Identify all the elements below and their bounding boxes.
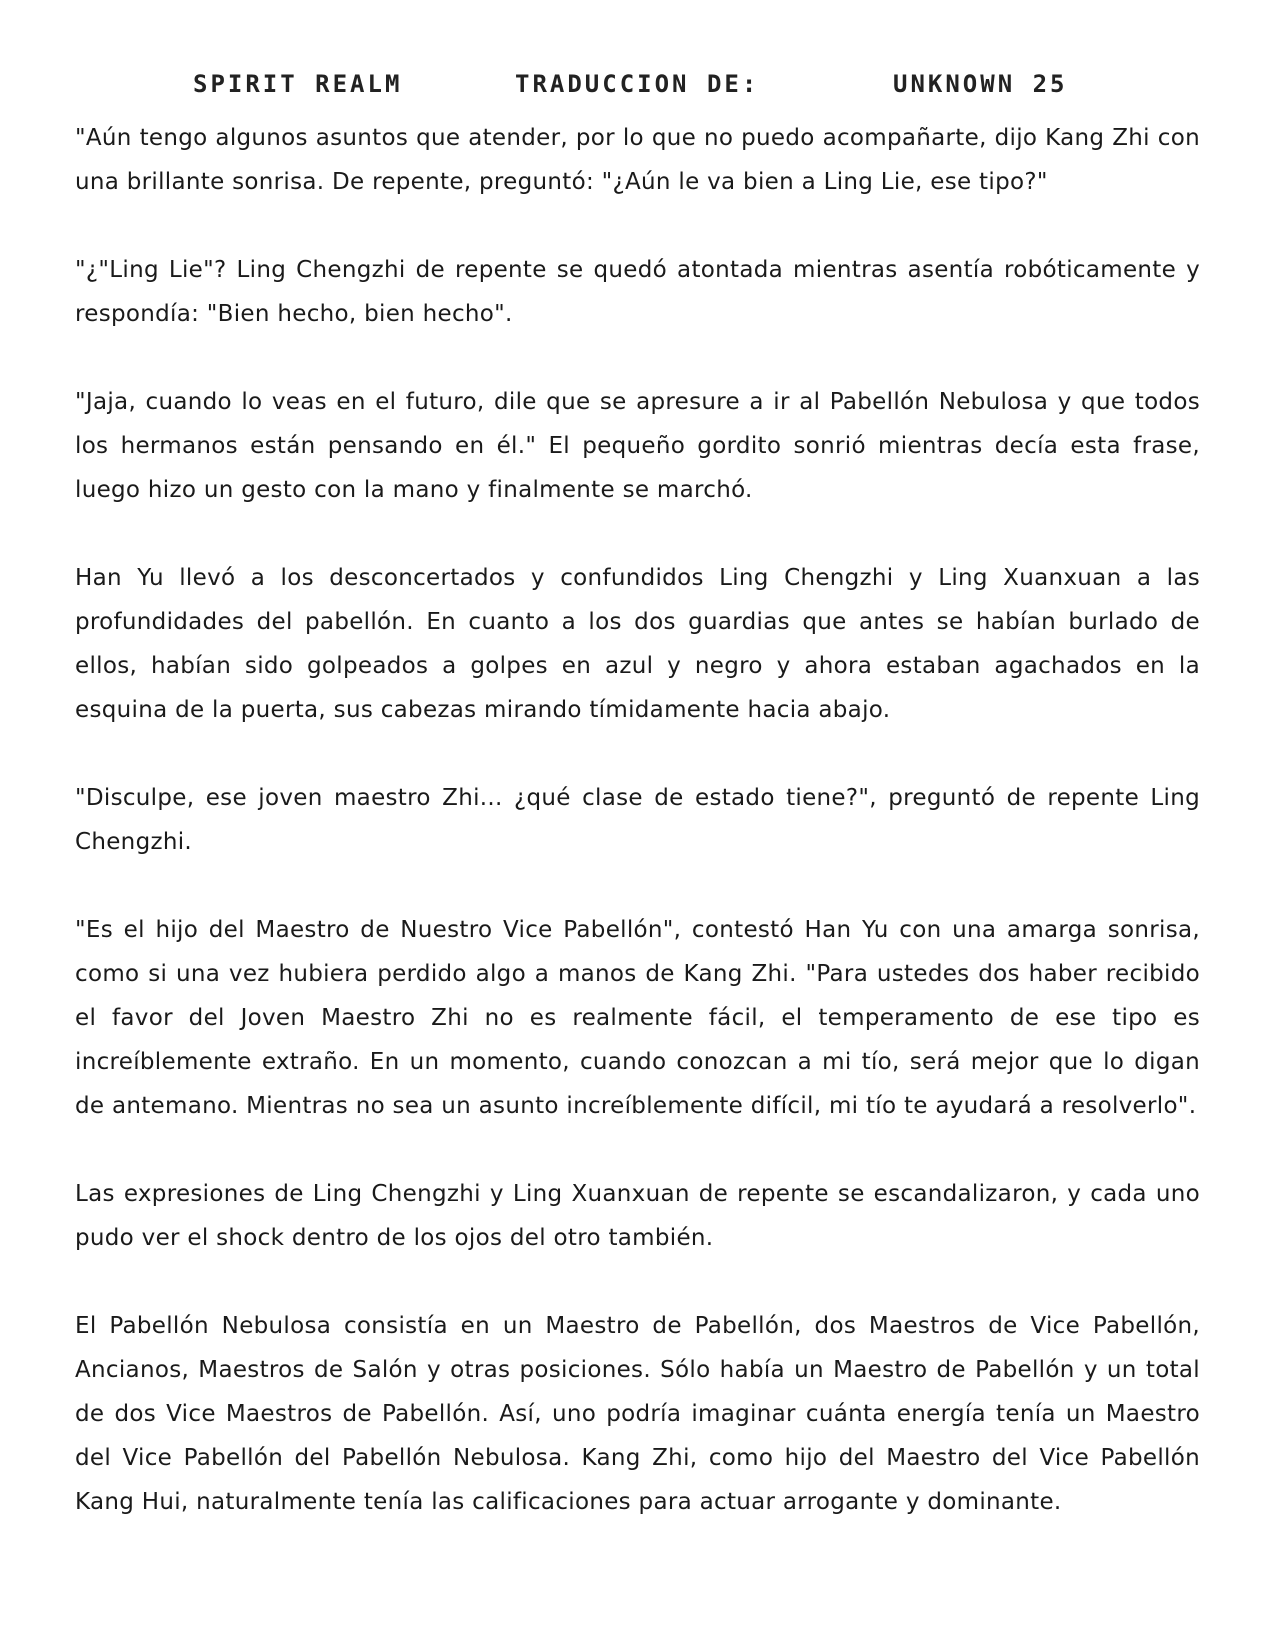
header-translation-label: TRADUCCION DE:: [515, 70, 760, 98]
header-translator-name: UNKNOWN 25: [893, 70, 1068, 98]
paragraph-1: "Aún tengo algunos asuntos que atender, por lo que no puedo acompañarte, dijo Kang Zhi con una brillante sonrisa. De repente, preguntó: "¿Aún le va bien a Ling Lie, ese tipo?": [75, 125, 1200, 195]
document-body: [75, 116, 1200, 1524]
paragraph-8: El Pabellón Nebulosa consistía en un Maestro de Pabellón, dos Maestros de Vice Pabellón, Ancianos, Maestros de Salón y otras posiciones. Sólo había un Maestro de Pabellón y un total de dos Vice Maestros de Pabellón. Así, uno podría imaginar cuánta energía tenía un Maestro del Vice Pabellón del Pabellón Nebulosa. Kang Zhi, como hijo del Maestro del Vice Pabellón Kang Hui, naturalmente tenía las calificaciones para actuar arrogante y dominante.: [75, 1313, 1200, 1515]
paragraph-3: "Jaja, cuando lo veas en el futuro, dile que se apresure a ir al Pabellón Nebulosa y que todos los hermanos están pensando en él." El pequeño gordito sonrió mientras decía esta frase, luego hizo un gesto con la mano y finalmente se marchó.: [75, 389, 1200, 503]
page-header: [0, 70, 1275, 110]
paragraph-6: "Es el hijo del Maestro de Nuestro Vice Pabellón", contestó Han Yu con una amarga sonrisa, como si una vez hubiera perdido algo a manos de Kang Zhi. "Para ustedes dos haber recibido el favor del Joven Maestro Zhi no es realmente fácil, el temperamento de ese tipo es increíblemente extraño. En un momento, cuando conozcan a mi tío, será mejor que lo digan de antemano. Mientras no sea un asunto increíblemente difícil, mi tío te ayudará a resolverlo".: [75, 917, 1200, 1119]
paragraph-4: Han Yu llevó a los desconcertados y confundidos Ling Chengzhi y Ling Xuanxuan a las profundidades del pabellón. En cuanto a los dos guardias que antes se habían burlado de ellos, habían sido golpeados a golpes en azul y negro y ahora estaban agachados en la esquina de la puerta, sus cabezas mirando tímidamente hacia abajo.: [75, 565, 1200, 723]
paragraph-7: Las expresiones de Ling Chengzhi y Ling Xuanxuan de repente se escandalizaron, y cada uno pudo ver el shock dentro de los ojos del otro también.: [75, 1181, 1200, 1251]
header-series-title: SPIRIT REALM: [193, 70, 403, 98]
paragraph-5: "Disculpe, ese joven maestro Zhi... ¿qué clase de estado tiene?", preguntó de repente Ling Chengzhi.: [75, 785, 1200, 855]
paragraph-2: "¿"Ling Lie"? Ling Chengzhi de repente se quedó atontada mientras asentía robóticamente y respondía: "Bien hecho, bien hecho".: [75, 257, 1200, 327]
